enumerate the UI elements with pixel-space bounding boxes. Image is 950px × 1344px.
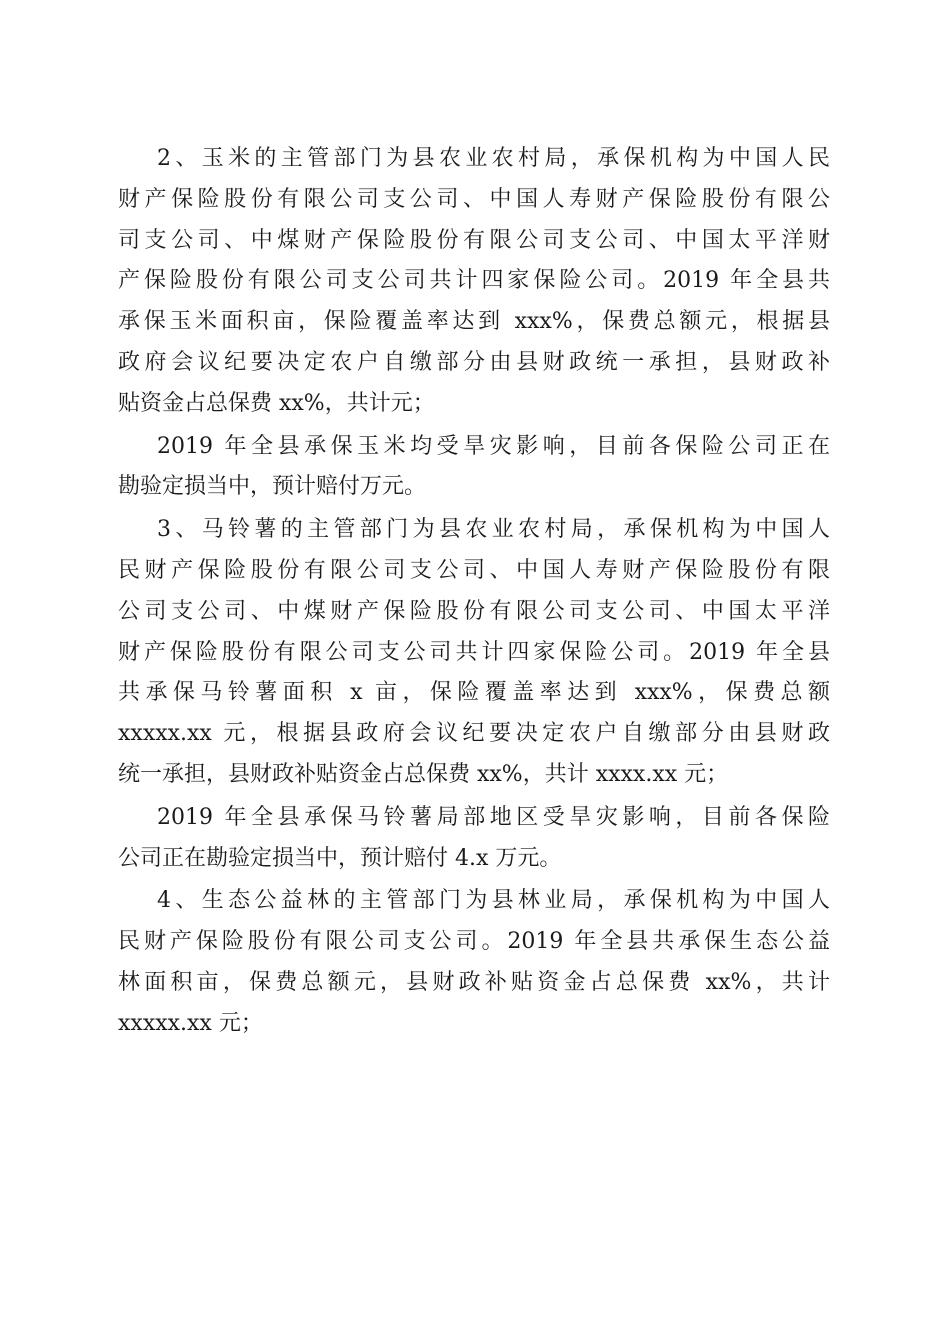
text-line: 财产保险股份有限公司支公司、中国人寿财产保险股份有限公 <box>118 186 830 212</box>
text-line: 承保玉米面积亩，保险覆盖率达到 xxx%，保费总额元，根据县 <box>118 309 830 335</box>
text-line: 政府会议纪要决定农户自缴部分由县财政统一承担，县财政补 <box>118 349 830 375</box>
text-line: 2019 年全县承保马铃薯局部地区受旱灾影响，目前各保险 <box>157 804 830 830</box>
document-page <box>118 139 830 1045</box>
text-line: 3、马铃薯的主管部门为县农业农村局，承保机构为中国人 <box>157 517 830 543</box>
text-line: 贴资金占总保费 xx%，共计元； <box>118 390 435 416</box>
text-line: 勘验定损当中，预计赔付万元。 <box>118 474 427 500</box>
paragraph-forest-insurance <box>118 881 830 1044</box>
text-line: 共承保马铃薯面积 x 亩，保险覆盖率达到 xxx%，保费总额 <box>118 680 830 706</box>
paragraph-corn-insurance <box>118 139 830 425</box>
text-line: 司支公司、中煤财产保险股份有限公司支公司、中国太平洋财 <box>118 227 830 253</box>
text-line: 2019 年全县承保玉米均受旱灾影响，目前各保险公司正在 <box>157 433 830 459</box>
text-line: 产保险股份有限公司支公司共计四家保险公司。2019 年全县共 <box>118 268 830 294</box>
text-line: 民财产保险股份有限公司支公司、中国人寿财产保险股份有限 <box>118 557 830 583</box>
text-line: 公司正在勘验定损当中，预计赔付 4.x 万元。 <box>118 845 562 871</box>
text-line: 2、玉米的主管部门为县农业农村局，承保机构为中国人民 <box>157 146 830 171</box>
paragraph-corn-drought <box>118 427 830 509</box>
text-line: 公司支公司、中煤财产保险股份有限公司支公司、中国太平洋 <box>118 598 830 624</box>
text-line: 财产保险股份有限公司支公司共计四家保险公司。2019 年全县 <box>118 639 830 665</box>
text-line: 统一承担，县财政补贴资金占总保费 xx%，共计 xxxx.xx 元； <box>118 761 729 787</box>
text-line: 民财产保险股份有限公司支公司。2019 年全县共承保生态公益 <box>118 929 830 955</box>
paragraph-potato-drought <box>118 798 830 880</box>
text-line: 林面积亩，保费总额元，县财政补贴资金占总保费 xx%，共计 <box>118 969 830 995</box>
text-line: xxxxx.xx 元； <box>118 1010 263 1036</box>
text-line: xxxxx.xx 元，根据县政府会议纪要决定农户自缴部分由县财政 <box>118 721 830 747</box>
text-line: 4、生态公益林的主管部门为县林业局，承保机构为中国人 <box>157 888 830 914</box>
paragraph-potato-insurance <box>118 510 830 796</box>
